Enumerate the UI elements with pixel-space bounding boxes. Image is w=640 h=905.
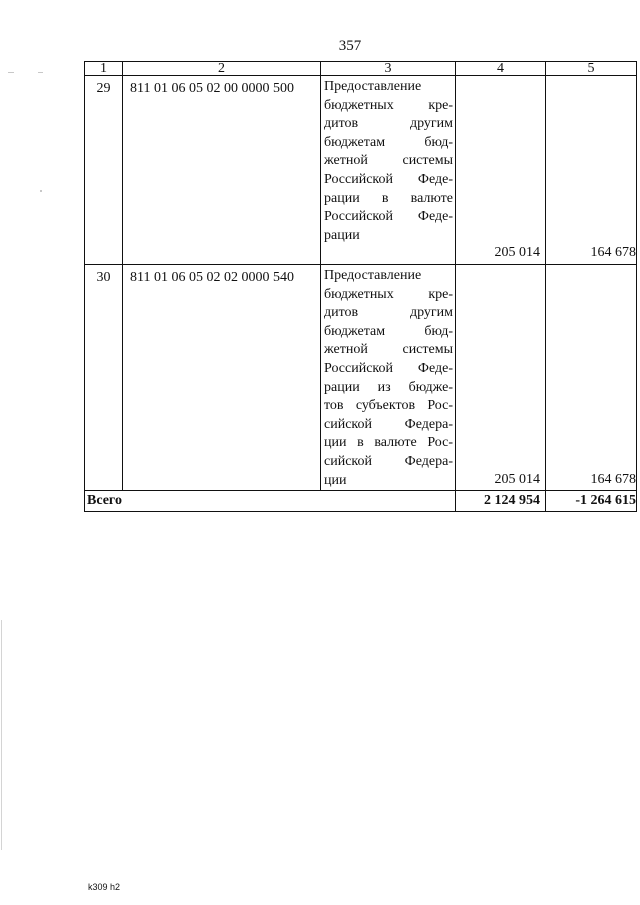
description-line: тов субъектов Рос- (324, 398, 453, 414)
description-line: Российской Феде- (324, 171, 453, 187)
table-header-row (85, 62, 637, 76)
description-line: бюджетам бюд- (324, 323, 453, 339)
description-line: Предоставление (324, 268, 422, 283)
description-line: жетной системы (324, 153, 453, 169)
scan-artifact (8, 72, 14, 73)
total-col5: -1 264 615 (546, 491, 637, 512)
amount-col4: 205 014 (456, 265, 546, 491)
description-line: рации (324, 227, 360, 243)
description-line: сийской Федера- (324, 453, 453, 469)
row-number: 30 (85, 265, 123, 491)
budget-table (84, 61, 637, 512)
description-line: ции (324, 472, 347, 488)
description-line: дитов другим (324, 305, 453, 321)
total-label: Всего (85, 491, 456, 512)
description-line: бюджетных кре- (324, 286, 453, 302)
description-line: Российской Феде- (324, 209, 453, 225)
description-line: жетной системы (324, 342, 453, 358)
column-header-5: 5 (546, 62, 637, 76)
amount-col4: 205 014 (456, 76, 546, 265)
scan-edge-line (1, 620, 2, 850)
total-row (85, 491, 637, 512)
footer-code: k309 h2 (88, 882, 121, 892)
item-description (321, 265, 456, 491)
description-line: рации из бюдже- (324, 379, 453, 395)
scan-artifact (40, 190, 42, 192)
column-header-2: 2 (123, 62, 321, 76)
description-line: Предоставление (324, 79, 422, 94)
description-line: бюджетных кре- (324, 97, 453, 113)
description-line: сийской Федера- (324, 416, 453, 432)
amount-col5: 164 678 (546, 76, 637, 265)
budget-code: 811 01 06 05 02 00 0000 500 (123, 76, 321, 265)
column-header-1: 1 (85, 62, 123, 76)
amount-col5: 164 678 (546, 265, 637, 491)
column-header-3: 3 (321, 62, 456, 76)
description-line: Российской Феде- (324, 360, 453, 376)
item-description (321, 76, 456, 265)
table-row (85, 265, 637, 491)
scan-artifact (38, 72, 43, 73)
description-line: бюджетам бюд- (324, 134, 453, 150)
row-number: 29 (85, 76, 123, 265)
column-header-4: 4 (456, 62, 546, 76)
total-col4: 2 124 954 (456, 491, 546, 512)
description-line: рации в валюте (324, 190, 453, 206)
budget-code: 811 01 06 05 02 02 0000 540 (123, 265, 321, 491)
page-number: 357 (338, 38, 362, 54)
description-line: дитов другим (324, 116, 453, 132)
description-line: ции в валюте Рос- (324, 435, 453, 451)
table-row (85, 76, 637, 265)
